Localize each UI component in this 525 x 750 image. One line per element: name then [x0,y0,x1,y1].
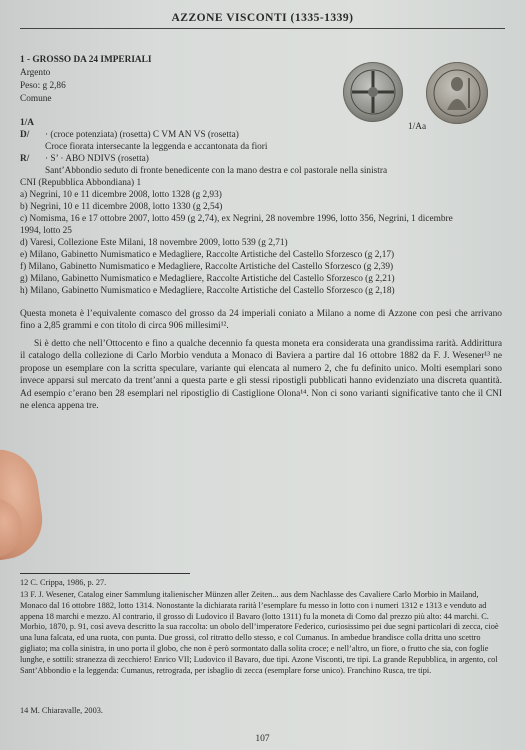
footnote-12: 12 C. Crippa, 1986, p. 27. [20,578,107,587]
list-item: b) Negrini, 10 e 11 dicembre 2008, lotto 1330 (g 2,54) [20,202,223,212]
coin-caption: 1/Aa [408,122,427,132]
page-number: 107 [255,734,270,744]
coin-reverse-image [426,62,488,124]
obverse-legend: · (croce potenziata) (rosetta) C VM AN VS (rosetta) [45,130,239,140]
footnote-14: 14 M. Chiaravalle, 2003. [20,706,103,715]
cni-reference: CNI (Repubblica Abbondiana) 1 [20,178,142,188]
reverse-description: Sant’Abbondio seduto di fronte benedicente con la mano destra e col pastorale nella sinistra [45,166,388,176]
list-item: e) Milano, Gabinetto Numismatico e Medagliere, Raccolte Artistiche del Castello Sforzesco (g 2,17) [20,250,395,260]
reverse-legend: · S’ · ABO NDIVS (rosetta) [45,154,149,164]
metal: Argento [20,68,51,78]
list-item: 1994, lotto 25 [20,226,72,236]
list-item: g) Milano, Gabinetto Numismatico e Medagliere, Raccolte Artistiche del Castello Sforzesco (g 2,21) [20,274,395,284]
weight: Peso: g 2,86 [20,81,66,91]
body-paragraph-1: Questa moneta è l’equivalente comasco del grosso da 24 imperiali coniato a Milano a nome di Azzone con pesi che arrivano fino a 2,85 grammi e con titolo di circa 906 millesimi¹². [20,309,502,332]
body-paragraph-2: Si è detto che nell’Ottocento e fino a qualche decennio fa questa moneta era considerata una grandissima rarità. Addirittura il catalogo della collezione di Carlo Morbio venduta a Monaco di Baviera a partire dal 16 ottobre 1882 da F. J. Wesener¹³ ne propose un esemplare con la scritta speculare, variante qui elencata al numero 2, che fu definito unico. Molti esemplari sono invece apparsi sul mercato da trent’anni a questa parte e gli stessi ripostigli pubblicati hanno evidenziato una discreta quantità. Ad esempio c’erano ben 28 esemplari nel ripostiglio di Castiglione Olona¹⁴. Non ci sono varianti significative tanto che il CNI ne elenca appena tre. [20,339,502,412]
header-rule [20,28,505,29]
list-item: c) Nomisma, 16 e 17 ottobre 2007, lotto 459 (g 2,74), ex Negrini, 28 novembre 1996, lotto 356, Negrini, 1 dicembre [20,214,453,224]
footnote-rule [20,573,190,574]
obverse-label: D/ [20,130,30,140]
rarity: Comune [20,94,52,104]
coin-obverse-image [343,62,403,122]
footnote-13: 13 F. J. Wesener, Catalog einer Sammlung italienischer Münzen aller Zeiten... aus dem Nachlasse des Cavaliere Carlo Morbio in Mailand, Monaco dal 16 ottobre 1882, lotto 1314. Nonostante la dichiarata rarità l’esemplare fu messo in lotto con i numeri 1312 e 1313 e venduto ad appena 18 marchi e mezzo. Al contrario, il grosso di Ludovico il Bavaro (lotto 1311) fu la moneta di Como dal prezzo più alto: 44 marchi. C. Morbio, 1870, p. 91, così aveva descritto la sua raccolta: un obolo dell’imperatore Federico, curiosissimo pei due segni particolari di zecca, cioè una luna falcata, ed una ruota, con punta. Due grossi, col ritratto dello stesso, e col Cumanus. In ambedue brandisce colla dritta uno scettro gigliato; ma colla sinistra, in uno porta il globo, che non è però sormontato dalla solita croce; e nell’altro, un fiore, o frutto che sia, con foglie lunghe, e sottili: stranezza di zecchiero! Enrico VII; Ludovico il Bavaro, due tipi. Azone Visconti, tre tipi. La grande Repubblica, in argento, col Sant’Abbondio e la leggenda: Cumanus, retrograda, per isbaglio di zecca (esemplare forse unico). Franchino Rusca, tre tipi. [20,590,499,675]
list-item: a) Negrini, 10 e 11 dicembre 2008, lotto 1328 (g 2,93) [20,190,222,200]
entry-title: 1 - GROSSO DA 24 IMPERIALI [20,55,152,65]
running-header: AZZONE VISCONTI (1335-1339) [171,12,354,24]
list-item: h) Milano, Gabinetto Numismatico e Medagliere, Raccolte Artistiche del Castello Sforzesco (g 2,18) [20,286,395,296]
list-item: d) Varesi, Collezione Este Milani, 18 novembre 2009, lotto 539 (g 2,71) [20,238,288,248]
variant-ref: 1/A [20,118,34,128]
list-item: f) Milano, Gabinetto Numismatico e Medagliere, Raccolte Artistiche del Castello Sforzesco (g 2,39) [20,262,394,272]
reverse-label: R/ [20,154,30,164]
obverse-description: Croce fiorata intersecante la leggenda e accantonata da fiori [45,142,268,152]
